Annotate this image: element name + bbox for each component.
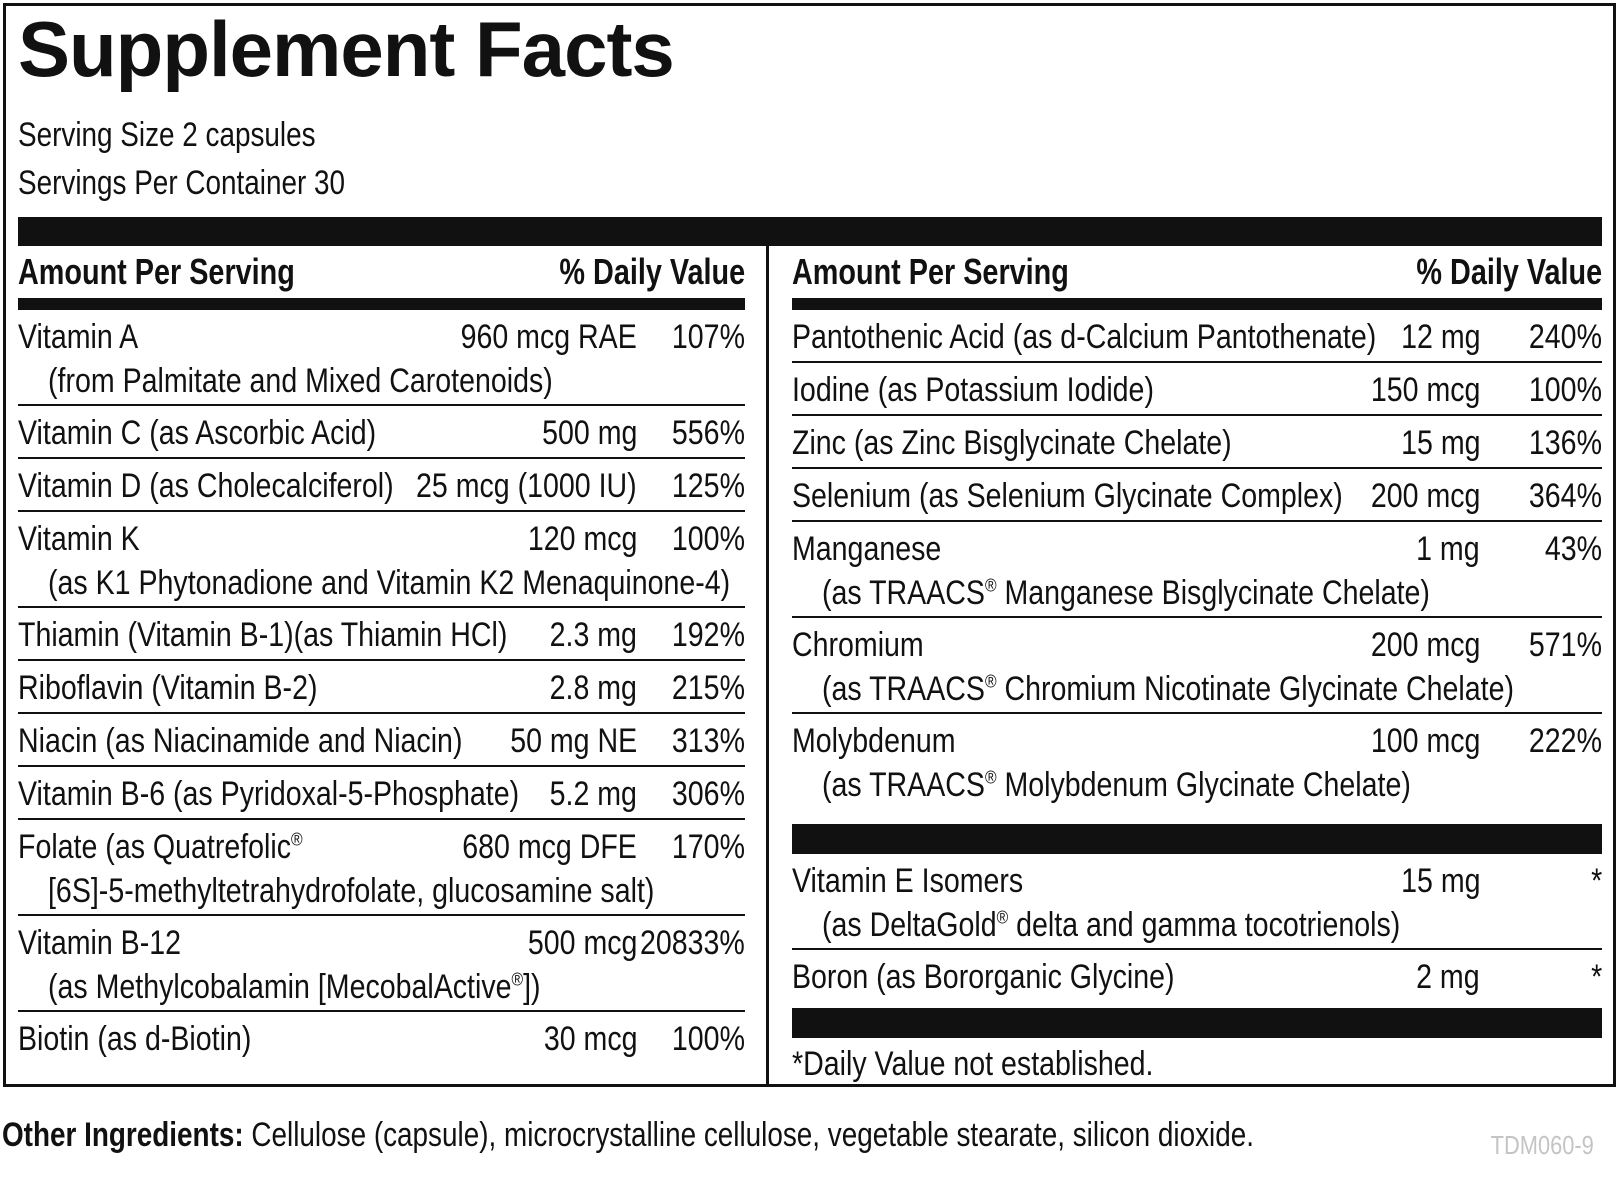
nutrient-name: Vitamin A xyxy=(18,318,139,356)
nutrient-name: Vitamin E Isomers xyxy=(792,862,1024,900)
nutrient-row xyxy=(18,459,745,512)
nutrient-daily-value: * xyxy=(1590,862,1602,900)
nutrient-daily-value: 107% xyxy=(671,318,745,356)
nutrient-amount: 2.8 mg xyxy=(549,669,637,707)
nutrient-daily-value: * xyxy=(1590,958,1602,996)
nutrient-row xyxy=(792,714,1602,810)
amount-per-serving-heading: Amount Per Serving xyxy=(792,251,1069,292)
nutrient-name: Vitamin D (as Cholecalciferol) xyxy=(18,467,394,505)
nutrient-amount: 2 mg xyxy=(1416,958,1480,996)
nutrient-row xyxy=(792,522,1602,618)
footer-bar-right xyxy=(792,1008,1602,1038)
nutrient-row xyxy=(18,820,745,916)
other-ingredients-text: Cellulose (capsule), microcrystalline cellulose, vegetable stearate, silicon dioxide. xyxy=(243,1116,1255,1154)
nutrient-daily-value: 364% xyxy=(1528,477,1602,515)
nutrient-row xyxy=(18,512,745,608)
servings-per-container: Servings Per Container 30 xyxy=(18,164,346,202)
nutrient-row xyxy=(792,469,1602,522)
nutrient-row xyxy=(18,916,745,1012)
nutrient-amount: 960 mcg RAE xyxy=(460,318,637,356)
daily-value-heading: % Daily Value xyxy=(559,251,745,292)
amount-per-serving-heading: Amount Per Serving xyxy=(18,251,295,292)
nutrient-daily-value: 43% xyxy=(1544,530,1602,568)
nutrient-amount: 100 mcg xyxy=(1370,722,1480,760)
nutrient-row xyxy=(18,661,745,714)
daily-value-heading: % Daily Value xyxy=(1416,251,1602,292)
nutrient-amount: 1 mg xyxy=(1416,530,1480,568)
nutrient-name: Pantothenic Acid (as d-Calcium Pantothenate) xyxy=(792,318,1377,356)
nutrient-daily-value: 215% xyxy=(671,669,745,707)
nutrient-daily-value: 240% xyxy=(1528,318,1602,356)
nutrient-daily-value: 136% xyxy=(1528,424,1602,462)
nutrient-daily-value: 306% xyxy=(671,775,745,813)
nutrient-name: Riboflavin (Vitamin B-2) xyxy=(18,669,318,707)
nutrient-name: Manganese xyxy=(792,530,942,568)
header-bar-left xyxy=(18,298,745,310)
nutrient-source: (as TRAACS® Manganese Bisglycinate Chelate) xyxy=(822,574,1430,612)
left-column-header xyxy=(18,246,745,296)
nutrient-row xyxy=(18,1012,745,1065)
nutrient-source: [6S]-5-methyltetrahydrofolate, glucosamine salt) xyxy=(48,872,655,910)
nutrient-amount: 25 mcg (1000 IU) xyxy=(416,467,637,505)
nutrient-daily-value: 100% xyxy=(671,1020,745,1058)
nutrient-row xyxy=(18,714,745,767)
nutrient-daily-value: 192% xyxy=(671,616,745,654)
nutrient-amount: 5.2 mg xyxy=(549,775,637,813)
nutrient-daily-value: 170% xyxy=(671,828,745,866)
nutrient-name: Vitamin C (as Ascorbic Acid) xyxy=(18,414,377,452)
nutrient-amount: 500 mg xyxy=(541,414,637,452)
nutrient-row xyxy=(792,416,1602,469)
nutrient-amount: 15 mg xyxy=(1400,424,1480,462)
nutrient-name: Zinc (as Zinc Bisglycinate Chelate) xyxy=(792,424,1232,462)
daily-value-footnote: *Daily Value not established. xyxy=(792,1045,1154,1083)
nutrient-amount: 200 mcg xyxy=(1370,626,1480,664)
nutrient-source: (as TRAACS® Molybdenum Glycinate Chelate) xyxy=(822,766,1411,804)
thick-top-bar xyxy=(18,217,1602,246)
nutrient-row xyxy=(792,950,1602,1003)
other-ingredients-label: Other Ingredients: xyxy=(2,1116,244,1154)
nutrient-name: Thiamin (Vitamin B-1)(as Thiamin HCl) xyxy=(18,616,508,654)
nutrient-name: Molybdenum xyxy=(792,722,956,760)
nutrient-row xyxy=(792,854,1602,950)
nutrient-row xyxy=(792,310,1602,363)
nutrient-name: Vitamin B-6 (as Pyridoxal-5-Phosphate) xyxy=(18,775,520,813)
nutrient-row xyxy=(18,608,745,661)
nutrient-amount: 15 mg xyxy=(1400,862,1480,900)
nutrient-name: Chromium xyxy=(792,626,924,664)
nutrient-row xyxy=(792,363,1602,416)
nutrient-source: (as Methylcobalamin [MecobalActive®]) xyxy=(48,968,541,1006)
nutrient-name: Biotin (as d-Biotin) xyxy=(18,1020,252,1058)
nutrient-daily-value: 100% xyxy=(671,520,745,558)
nutrient-daily-value: 100% xyxy=(1528,371,1602,409)
nutrient-amount: 30 mcg xyxy=(543,1020,637,1058)
nutrient-daily-value: 125% xyxy=(671,467,745,505)
nutrient-row xyxy=(18,767,745,820)
nutrient-amount: 500 mcg xyxy=(527,924,637,962)
nutrient-amount: 50 mg NE xyxy=(510,722,637,760)
nutrient-name: Iodine (as Potassium Iodide) xyxy=(792,371,1154,409)
nutrient-daily-value: 313% xyxy=(671,722,745,760)
nutrient-amount: 150 mcg xyxy=(1370,371,1480,409)
nutrient-amount: 680 mcg DFE xyxy=(462,828,637,866)
nutrient-name: Vitamin K xyxy=(18,520,140,558)
nutrient-daily-value: 556% xyxy=(671,414,745,452)
section-bar-right xyxy=(792,824,1602,854)
nutrient-source: (as K1 Phytonadione and Vitamin K2 Menaquinone-4) xyxy=(48,564,731,602)
nutrient-row xyxy=(792,618,1602,714)
nutrient-name: Niacin (as Niacinamide and Niacin) xyxy=(18,722,463,760)
nutrient-amount: 200 mcg xyxy=(1370,477,1480,515)
nutrient-row xyxy=(18,310,745,406)
right-column-header xyxy=(792,246,1602,296)
product-code: TDM060-9 xyxy=(1490,1130,1594,1160)
nutrient-daily-value: 20833% xyxy=(640,924,745,962)
nutrient-name: Boron (as Bororganic Glycine) xyxy=(792,958,1175,996)
column-divider xyxy=(766,246,769,1084)
nutrient-name: Selenium (as Selenium Glycinate Complex) xyxy=(792,477,1343,515)
nutrient-source: (from Palmitate and Mixed Carotenoids) xyxy=(48,362,553,400)
serving-size: Serving Size 2 capsules xyxy=(18,116,316,154)
nutrient-daily-value: 222% xyxy=(1528,722,1602,760)
nutrient-name: Folate (as Quatrefolic® xyxy=(18,828,303,866)
nutrient-source: (as TRAACS® Chromium Nicotinate Glycinate Chelate) xyxy=(822,670,1514,708)
nutrient-daily-value: 571% xyxy=(1528,626,1602,664)
header-bar-right xyxy=(792,298,1602,310)
nutrient-row xyxy=(18,406,745,459)
nutrient-name: Vitamin B-12 xyxy=(18,924,181,962)
nutrient-amount: 2.3 mg xyxy=(549,616,637,654)
nutrient-source: (as DeltaGold® delta and gamma tocotrienols) xyxy=(822,906,1401,944)
panel-title: Supplement Facts xyxy=(18,5,674,93)
nutrient-amount: 12 mg xyxy=(1400,318,1480,356)
other-ingredients xyxy=(2,1118,1254,1152)
nutrient-amount: 120 mcg xyxy=(527,520,637,558)
